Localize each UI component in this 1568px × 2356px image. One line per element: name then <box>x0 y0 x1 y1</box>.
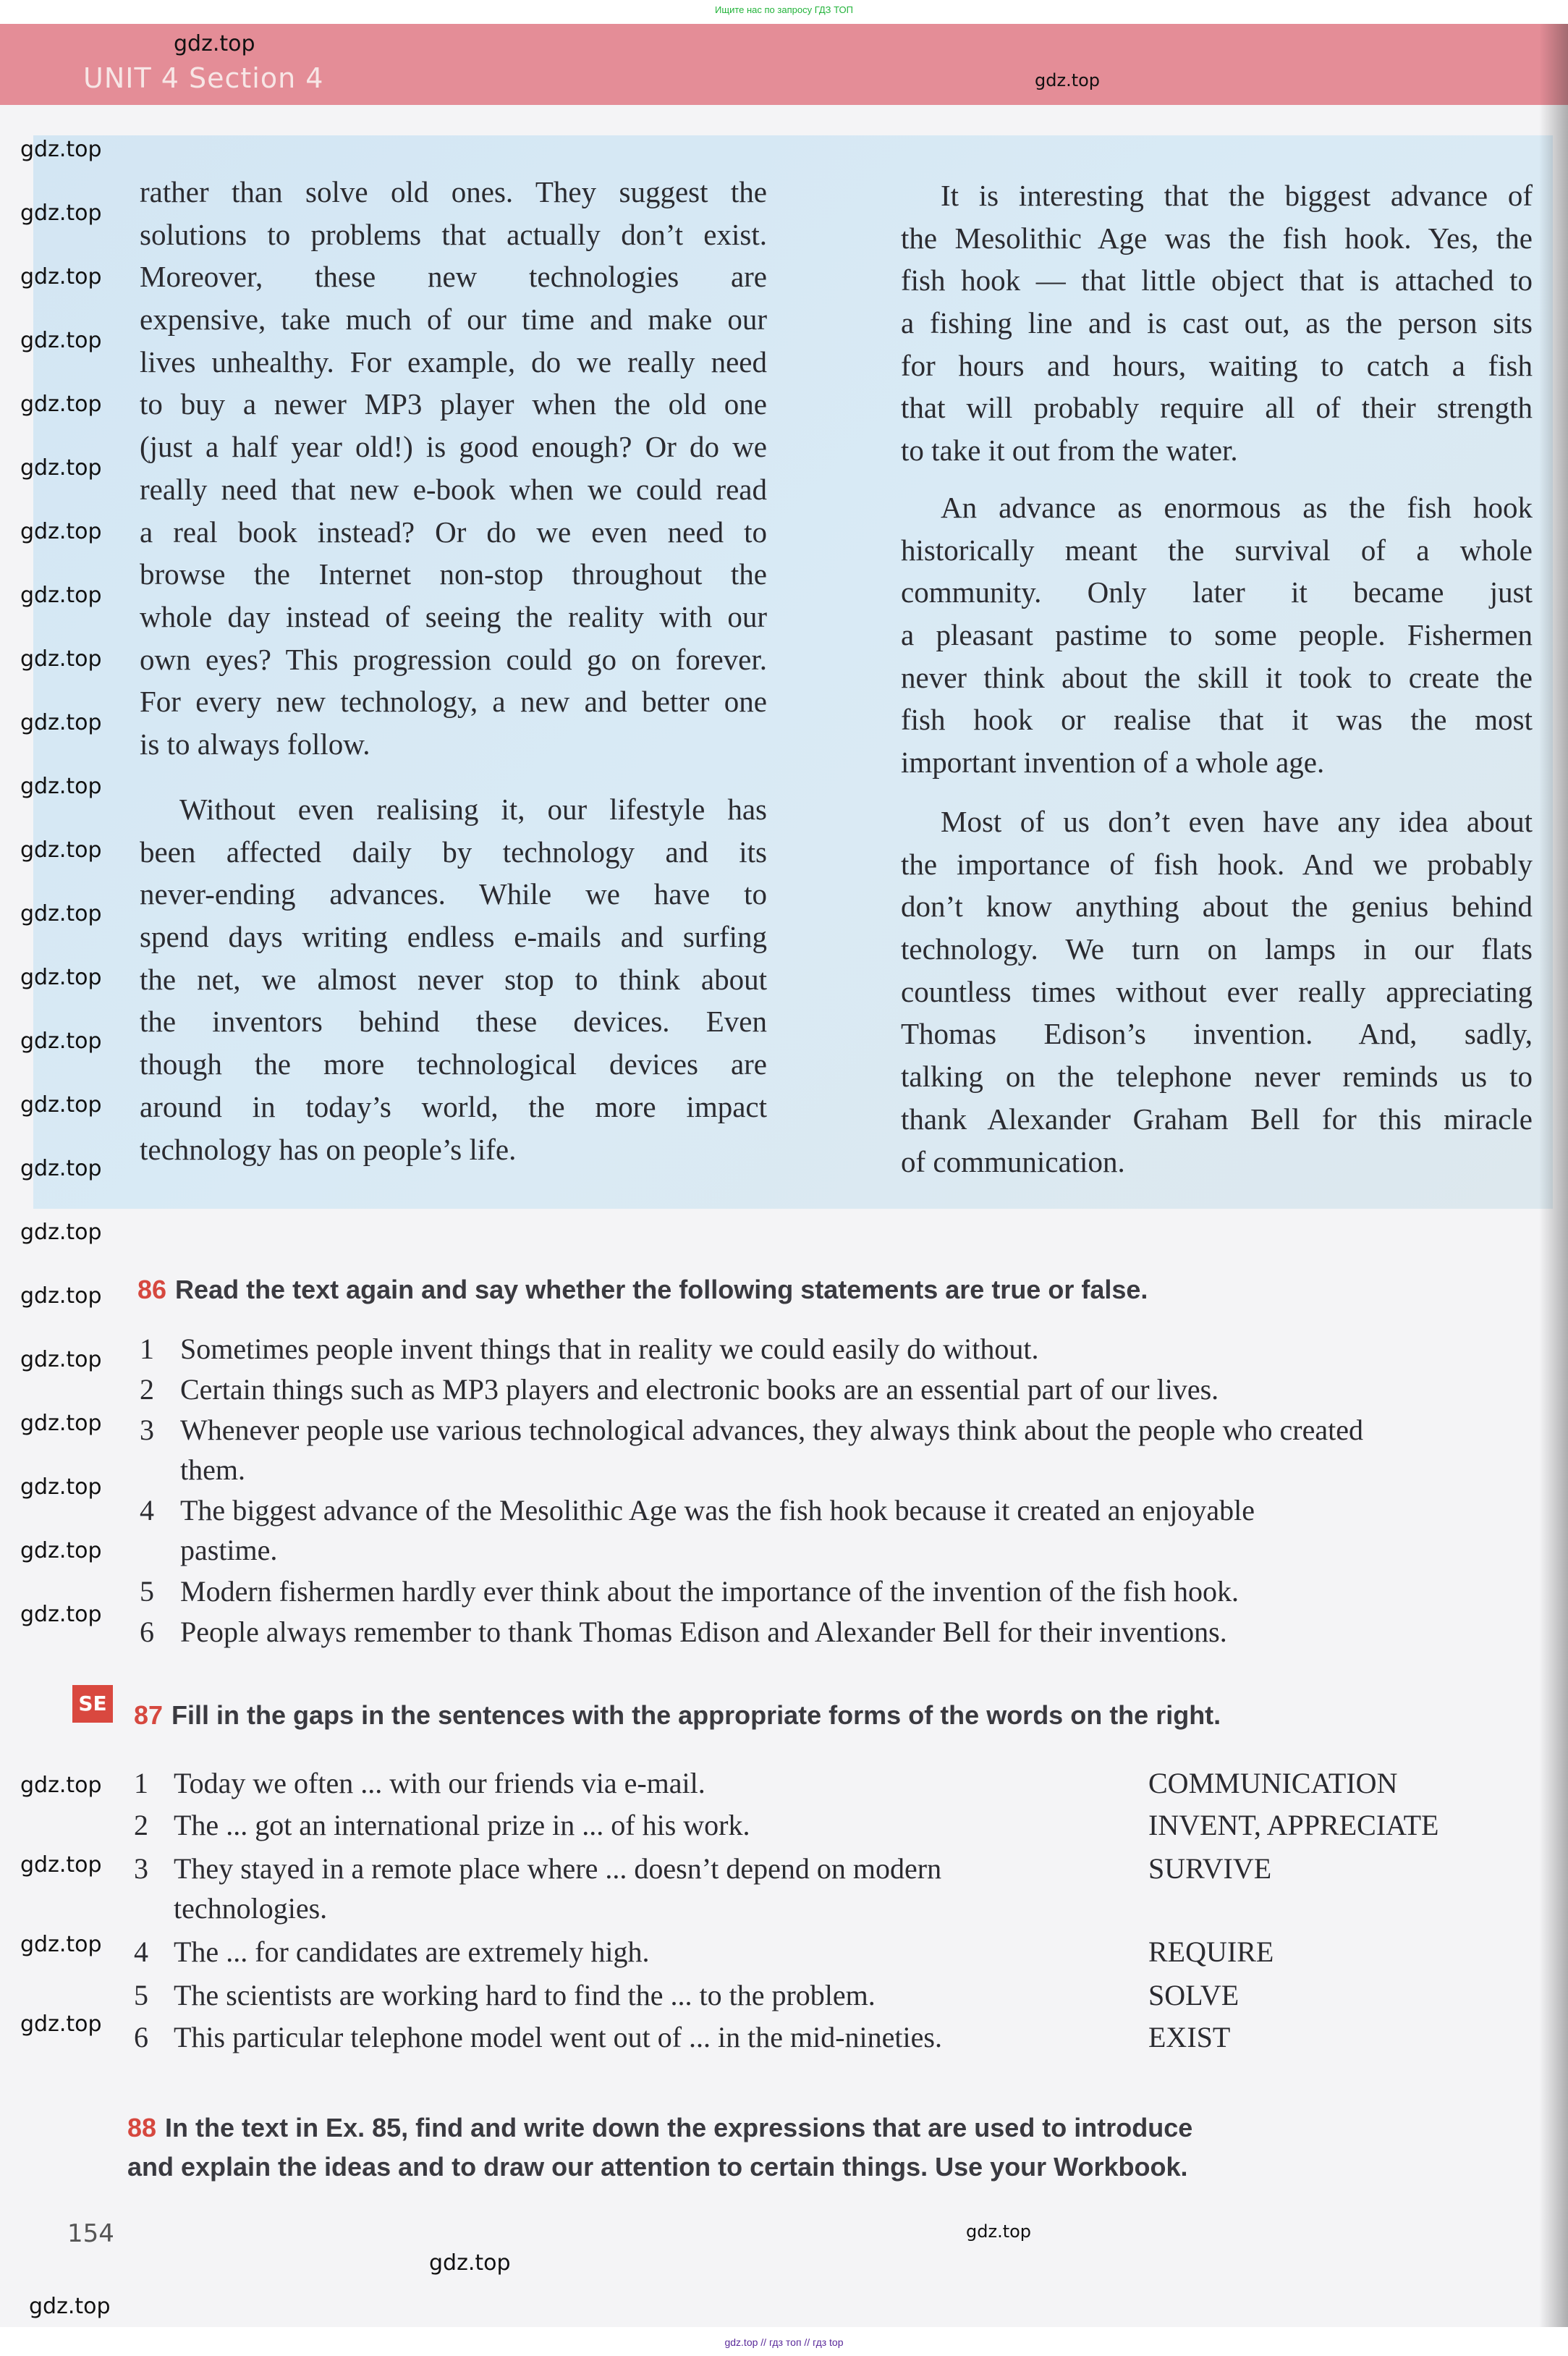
item-number: 4 <box>140 1494 154 1527</box>
item-text: The ... got an international prize in ... of his work. <box>174 1809 750 1841</box>
top-note[interactable]: Ищите нас по запросу ГДЗ ТОП <box>715 4 853 15</box>
text-line: fish hook — that little object that is attached to <box>901 263 1533 297</box>
ex88-number: 88 <box>127 2113 157 2142</box>
item-number: 4 <box>134 1935 148 1968</box>
item-number: 2 <box>134 1809 148 1841</box>
text-line: historically meant the survival of a whole <box>901 533 1533 567</box>
text-line: talking on the telephone never reminds us to <box>901 1060 1533 1094</box>
watermark: gdz.top <box>20 2011 102 2037</box>
item-text: Whenever people use various technological advances, they always think about the people who created <box>180 1414 1363 1446</box>
text-line: An advance as enormous as the fish hook <box>941 491 1533 524</box>
item-number: 1 <box>134 1767 148 1799</box>
item-number: 3 <box>134 1852 148 1885</box>
text-line: expensive, take much of our time and make our <box>140 303 767 337</box>
text-line: own eyes? This progression could go on forever. <box>140 642 767 676</box>
text-line: technology. We turn on lamps in our flats <box>901 932 1533 966</box>
text-line: a real book instead? Or do we even need to <box>140 515 767 549</box>
watermark: gdz.top <box>20 1092 102 1118</box>
watermark: gdz.top <box>20 1474 102 1500</box>
text-line: It is interesting that the biggest advance of <box>941 179 1533 212</box>
item-number: 2 <box>140 1373 154 1406</box>
ex88-line-1: In the text in Ex. 85, find and write down the expressions that are used to introduce <box>165 2113 1193 2142</box>
watermark: gdz.top <box>966 2221 1032 2242</box>
item-text: Modern fishermen hardly ever think about the importance of the invention of the fish hook. <box>180 1575 1239 1608</box>
bottom-note[interactable]: gdz.top // гдз топ // гдз top <box>724 2336 844 2348</box>
watermark: gdz.top <box>20 200 102 226</box>
text-line: around in today’s world, the more impact <box>140 1089 767 1123</box>
watermark: gdz.top <box>20 328 102 353</box>
text-line: solutions to problems that actually don’t exist. <box>140 217 767 251</box>
text-line: Thomas Edison’s invention. And, sadly, <box>901 1017 1533 1051</box>
item-number: 6 <box>140 1616 154 1648</box>
text-line: countless times without ever really appreciating <box>901 974 1533 1008</box>
paragraph <box>901 801 1533 1183</box>
item-text: Sometimes people invent things that in reality we could easily do without. <box>180 1333 1039 1365</box>
paragraph <box>140 171 767 766</box>
item-number: 5 <box>134 1979 148 2011</box>
word-prompt: COMMUNICATION <box>1148 1767 1398 1799</box>
text-line: For every new technology, a new and better one <box>140 685 767 719</box>
ex88-heading-line-2: and explain the ideas and to draw our attention to certain things. Use your Workbook. <box>127 2152 1188 2182</box>
watermark: gdz.top <box>20 1852 102 1878</box>
ex87-number: 87 <box>134 1700 164 1730</box>
ex88-heading <box>127 2108 1192 2148</box>
text-line: the inventors behind these devices. Even <box>140 1005 767 1039</box>
text-line: never-ending advances. While we have to <box>140 877 767 911</box>
text-line: community. Only later it became just <box>901 575 1533 609</box>
watermark: gdz.top <box>20 1347 102 1372</box>
text-line: to take it out from the water. <box>901 434 1238 468</box>
item-number: 1 <box>140 1333 154 1365</box>
watermark: gdz.top <box>20 1156 102 1181</box>
text-line: though the more technological devices are <box>140 1047 767 1081</box>
watermark: gdz.top <box>20 1773 102 1798</box>
watermark: gdz.top <box>20 901 102 926</box>
word-prompt: SURVIVE <box>1148 1852 1272 1885</box>
watermark: gdz.top <box>20 455 102 481</box>
watermark: gdz.top <box>20 1411 102 1436</box>
text-line: spend days writing endless e-mails and surfing <box>140 920 767 954</box>
watermark: gdz.top <box>1035 70 1101 90</box>
watermark: gdz.top <box>20 965 102 990</box>
text-line: for hours and hours, waiting to catch a fish <box>901 348 1533 382</box>
se-badge: SE <box>72 1685 113 1723</box>
text-line: never think about the skill it took to create the <box>901 660 1533 694</box>
text-line: fish hook or realise that it was the most <box>901 703 1533 737</box>
watermark: gdz.top <box>20 137 102 162</box>
ex86-title: Read the text again and say whether the following statements are true or false. <box>175 1275 1148 1304</box>
watermark: gdz.top <box>29 2294 111 2319</box>
ex87-heading <box>134 1696 1221 1735</box>
item-text: This particular telephone model went out of ... in the mid-nineties. <box>174 2021 942 2053</box>
watermark: gdz.top <box>20 1283 102 1309</box>
text-line: rather than solve old ones. They suggest the <box>140 175 767 208</box>
text-line: of communication. <box>901 1144 1125 1178</box>
item-text: Today we often ... with our friends via e-mail. <box>174 1767 705 1799</box>
text-line: the net, we almost never stop to think about <box>140 962 767 996</box>
word-prompt: INVENT, APPRECIATE <box>1148 1809 1439 1841</box>
item-text: them. <box>180 1453 245 1486</box>
watermark: gdz.top <box>429 2250 511 2276</box>
text-line: Moreover, these new technologies are <box>140 260 767 294</box>
word-prompt: SOLVE <box>1148 1979 1239 2011</box>
ex86-heading <box>137 1270 1148 1309</box>
watermark: gdz.top <box>20 1932 102 1957</box>
text-line: is to always follow. <box>140 727 370 761</box>
watermark: gdz.top <box>20 1538 102 1563</box>
item-text: pastime. <box>180 1534 278 1566</box>
item-number: 3 <box>140 1414 154 1446</box>
item-text: People always remember to thank Thomas Edison and Alexander Bell for their inventions. <box>180 1616 1227 1648</box>
text-line: really need that new e-book when we could read <box>140 472 767 506</box>
text-line: the importance of fish hook. And we probably <box>901 847 1533 881</box>
text-line: important invention of a whole age. <box>901 746 1325 780</box>
page-gutter-shadow <box>1539 24 1568 2327</box>
item-text: The scientists are working hard to find the ... to the problem. <box>174 1979 876 2011</box>
unit-title: UNIT 4 Section 4 <box>83 62 324 94</box>
text-line: Most of us don’t even have any idea about <box>941 805 1533 838</box>
watermark: gdz.top <box>20 264 102 290</box>
text-line: lives unhealthy. For example, do we really need <box>140 345 767 379</box>
paragraph <box>901 486 1533 784</box>
paragraph <box>140 788 767 1170</box>
watermark: gdz.top <box>20 710 102 735</box>
item-text: The biggest advance of the Mesolithic Age was the fish hook because it created an enjoyable <box>180 1494 1255 1527</box>
watermark: gdz.top <box>20 1220 102 1245</box>
text-line: technology has on people’s life. <box>140 1132 517 1166</box>
watermark: gdz.top <box>20 519 102 544</box>
text-line: been affected daily by technology and its <box>140 835 767 869</box>
word-prompt: EXIST <box>1148 2021 1231 2053</box>
text-line: to buy a newer MP3 player when the old one <box>140 387 767 421</box>
paragraph <box>901 174 1533 472</box>
watermark: gdz.top <box>20 1029 102 1054</box>
item-number: 6 <box>134 2021 148 2053</box>
item-text: The ... for candidates are extremely high. <box>174 1935 650 1968</box>
text-line: Without even realising it, our lifestyle has <box>179 793 767 826</box>
watermark: gdz.top <box>174 31 255 56</box>
text-line: thank Alexander Graham Bell for this miracle <box>901 1102 1533 1136</box>
item-text: They stayed in a remote place where ... doesn’t depend on modern <box>174 1852 942 1885</box>
watermark: gdz.top <box>20 646 102 672</box>
ex87-title: Fill in the gaps in the sentences with the appropriate forms of the words on the right. <box>171 1700 1221 1730</box>
page-number: 154 <box>67 2219 114 2248</box>
text-line: (just a half year old!) is good enough? Or do we <box>140 430 767 464</box>
word-prompt: REQUIRE <box>1148 1935 1274 1968</box>
text-line: that will probably require all of their strength <box>901 391 1533 425</box>
text-line: browse the Internet non-stop throughout the <box>140 557 767 591</box>
text-line: whole day instead of seeing the reality with our <box>140 599 767 633</box>
item-text: Certain things such as MP3 players and electronic books are an essential part of our lives. <box>180 1373 1219 1406</box>
text-line: don’t know anything about the genius behind <box>901 890 1533 924</box>
item-number: 5 <box>140 1575 154 1608</box>
text-line: the Mesolithic Age was the fish hook. Yes, the <box>901 221 1533 255</box>
watermark: gdz.top <box>20 392 102 417</box>
watermark: gdz.top <box>20 1602 102 1627</box>
watermark: gdz.top <box>20 774 102 799</box>
text-line: a fishing line and is cast out, as the person sits <box>901 306 1533 340</box>
ex86-number: 86 <box>137 1275 167 1304</box>
watermark: gdz.top <box>20 837 102 863</box>
text-line: a pleasant pastime to some people. Fishermen <box>901 618 1533 652</box>
watermark: gdz.top <box>20 583 102 608</box>
item-text: technologies. <box>174 1892 328 1925</box>
